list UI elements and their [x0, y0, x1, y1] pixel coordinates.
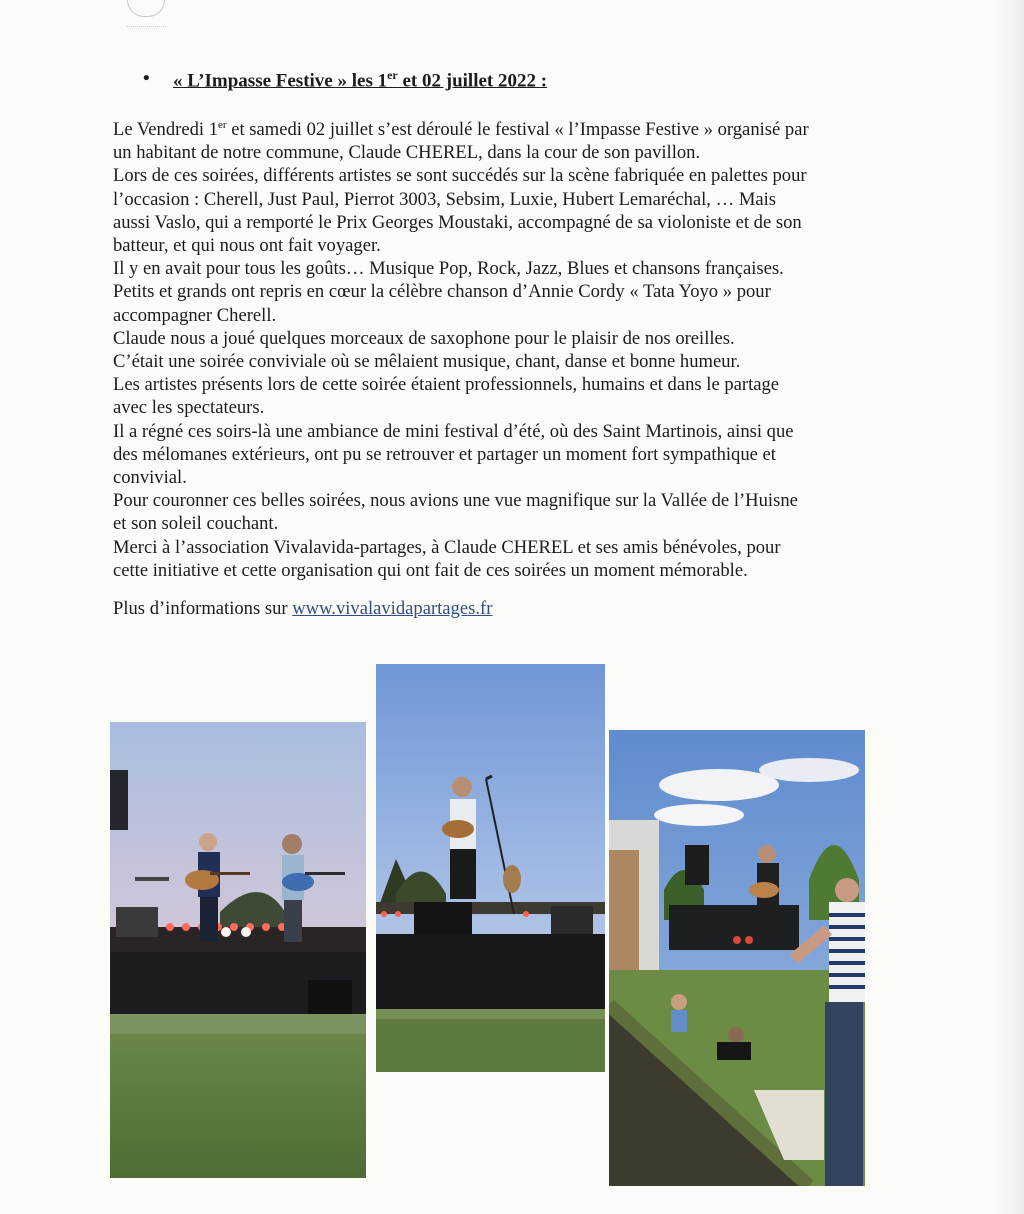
paragraph-line: C’était une soirée conviviale où se mêlaient musique, chant, danse et bonne humeur.	[113, 351, 741, 373]
paragraph-line: Claude nous a joué quelques morceaux de saxophone pour le plaisir de nos oreilles.	[113, 327, 735, 349]
article-body	[113, 118, 873, 582]
bullet-point: •	[143, 68, 150, 89]
website-link[interactable]: www.vivalavidapartages.fr	[292, 598, 493, 619]
photo-garden-audience	[609, 730, 865, 1186]
paragraph-line: accompagner Cherell.	[113, 304, 277, 326]
paragraph-line: et son soleil couchant.	[113, 513, 279, 535]
heading-text: « L’Impasse Festive » les 1er et 02 juillet 2022 :	[173, 68, 548, 92]
paragraph-line: Merci à l’association Vivalavida-partages, à Claude CHEREL et ses amis bénévoles, pour	[113, 536, 781, 558]
scan-shadow	[996, 0, 1024, 1214]
paragraph-line: Petits et grands ont repris en cœur la célèbre chanson d’Annie Cordy « Tata Yoyo » pour	[113, 281, 771, 303]
logo-caption	[126, 20, 166, 27]
more-info-prefix: Plus d’informations sur	[113, 598, 293, 619]
paragraph-line: Il y en avait pour tous les goûts… Musique Pop, Rock, Jazz, Blues et chansons françaises.	[113, 258, 784, 280]
paragraph-line: Il a régné ces soirs-là une ambiance de mini festival d’été, où des Saint Martinois, ainsi que	[113, 420, 794, 442]
paragraph-line: batteur, et qui nous ont fait voyager.	[113, 235, 381, 257]
paragraph-line: Lors de ces soirées, différents artistes se sont succédés sur la scène fabriquée en palettes pour	[113, 165, 807, 187]
paragraph-line: avec les spectateurs.	[113, 397, 265, 419]
paragraph-line: aussi Vaslo, qui a remporté le Prix Georges Moustaki, accompagné de sa violoniste et de son	[113, 211, 802, 233]
paragraph-line: Les artistes présents lors de cette soirée étaient professionnels, humains et dans le partage	[113, 374, 780, 396]
paragraph-line: un habitant de notre commune, Claude CHEREL, dans la cour de son pavillon.	[113, 142, 701, 164]
paragraph-line: Le Vendredi 1er et samedi 02 juillet s’est déroulé le festival « l’Impasse Festive » organisé par	[113, 118, 809, 140]
paragraph-line: cette initiative et cette organisation qui ont fait de ces soirées un moment mémorable.	[113, 559, 748, 581]
photo-singer-microphone	[376, 664, 605, 1072]
paragraph-line: l’occasion : Cherell, Just Paul, Pierrot 3003, Sebsim, Luxie, Hubert Lemaréchal, … Mais	[113, 188, 777, 210]
logo	[127, 0, 165, 17]
paragraph-line: Pour couronner ces belles soirées, nous avions une vue magnifique sur la Vallée de l’Huisne	[113, 490, 798, 512]
paragraph-line: des mélomanes extérieurs, ont pu se retrouver et partager un moment fort sympathique et	[113, 443, 776, 465]
more-info-line	[113, 598, 492, 620]
paragraph-line: convivial.	[113, 467, 187, 489]
photo-stage-duo	[110, 722, 366, 1178]
